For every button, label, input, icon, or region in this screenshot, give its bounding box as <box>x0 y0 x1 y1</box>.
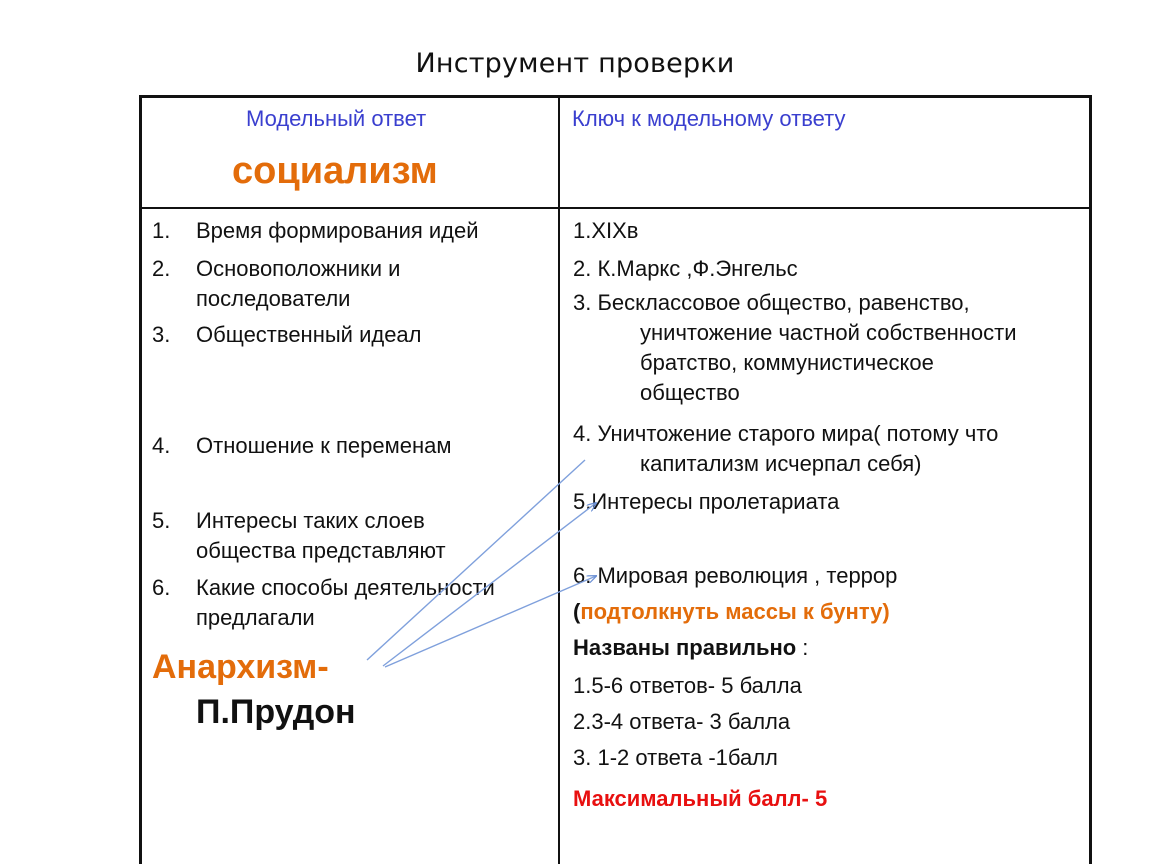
criterion-text: Какие способы деятельности <box>196 575 495 600</box>
score-item-2: 2.3-4 ответа- 3 балла <box>573 709 791 734</box>
key-text: 4. Уничтожение старого мира( потому что <box>573 421 999 446</box>
arrow-line <box>383 503 596 666</box>
score-item-3: 3. 1-2 ответа -1балл <box>573 745 778 770</box>
criterion-text: Отношение к переменам <box>196 433 452 458</box>
key-item-5: 5.Интересы пролетариата <box>573 489 840 514</box>
score-item-1: 1.5-6 ответов- 5 балла <box>573 673 802 698</box>
answer-key-label: Ключ к модельному ответу <box>572 106 846 131</box>
criterion-text: Время формирования идей <box>196 218 479 243</box>
criterion-number: 3. <box>152 322 171 347</box>
named-correctly-label: Названы правильно <box>573 635 797 660</box>
criterion-number: 2. <box>152 256 171 281</box>
key-text-cont: общество <box>640 380 740 405</box>
key-item-1: 1.XIXв <box>573 218 639 243</box>
key-note-paren: ( <box>573 599 581 624</box>
page-title: Инструмент проверки <box>415 48 735 79</box>
model-answer-label: Модельный ответ <box>246 106 427 131</box>
model-answer-value: социализм <box>232 150 438 192</box>
key-text-cont: капитализм исчерпал себя) <box>640 451 922 476</box>
criterion-number: 5. <box>152 508 171 533</box>
criterion-text-cont: общества представляют <box>196 538 446 563</box>
named-correctly-colon: : <box>802 635 809 660</box>
key-note-text: подтолкнуть массы к бунту) <box>580 599 890 624</box>
max-score: Максимальный балл- 5 <box>573 786 828 811</box>
criterion-number: 6. <box>152 575 171 600</box>
key-item-6: 6. Мировая революция , террор <box>573 563 898 588</box>
proudhon-label: П.Прудон <box>196 693 356 731</box>
criterion-text: Основоположники и <box>196 256 401 281</box>
anarchism-label: Анархизм- <box>152 648 329 686</box>
key-text-cont: братство, коммунистическое <box>640 350 934 375</box>
criterion-number: 1. <box>152 218 171 243</box>
key-text-cont: уничтожение частной собственности <box>640 320 1017 345</box>
arrow-line <box>367 460 585 660</box>
arrow-line <box>385 576 596 667</box>
criterion-text-cont: последователи <box>196 286 351 311</box>
key-text: 3. Бесклассовое общество, равенство, <box>573 290 970 315</box>
criterion-text: Общественный идеал <box>196 322 422 347</box>
key-item-2: 2. К.Маркс ,Ф.Энгельс <box>573 256 798 281</box>
criterion-text-cont: предлагали <box>196 605 315 630</box>
criterion-number: 4. <box>152 433 171 458</box>
criterion-text: Интересы таких слоев <box>196 508 425 533</box>
